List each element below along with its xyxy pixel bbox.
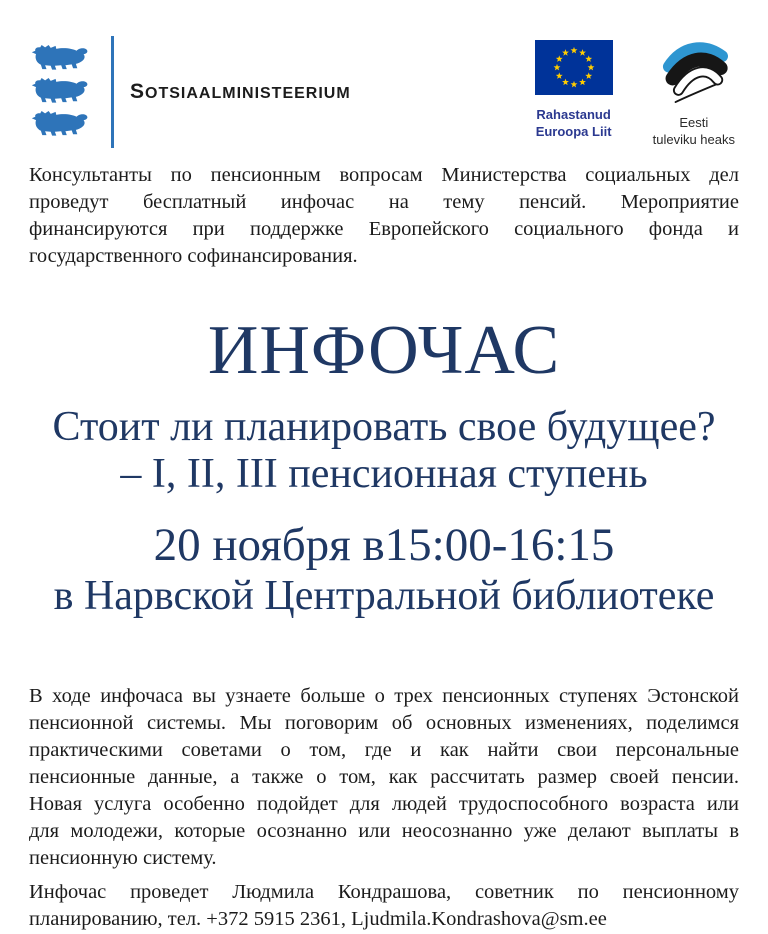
event-subtitle-line1: Стоит ли планировать свое будущее? [52, 404, 716, 450]
heraldic-lion-icon [29, 77, 99, 107]
event-location: в Нарвской Центральной библиотеке [53, 572, 715, 619]
intro-paragraph [29, 162, 739, 270]
eu-flag-icon [535, 40, 613, 95]
estonia-caption-line2: tuleviku heaks [652, 131, 735, 147]
eu-funding-logo [535, 40, 613, 149]
text-line: пенсионные данные, а также о том, как рассчитать размер своей пенсии. [29, 766, 739, 788]
eu-logo-caption [535, 107, 613, 141]
header [29, 36, 739, 150]
estonian-flag-swoosh-icon [656, 40, 732, 108]
estonian-coat-of-arms-icon [29, 44, 99, 140]
text-line: Консультанты по пенсионным вопросам Министерства социальных дел [29, 164, 739, 186]
contact-paragraph [29, 879, 739, 933]
text-line: государственного софинансирования. [29, 245, 358, 267]
text-line: для молодежи, которые осознанно или неосознанно уже делают выплаты в [29, 820, 739, 842]
description-paragraph [29, 683, 739, 872]
text-line: практическими советами о том, где и как найти свои персональные [29, 739, 739, 761]
ministry-wordmark: SOTSIAALMINISTEERIUM [130, 80, 351, 103]
text-line: В ходе инфочаса вы узнаете больше о трех пенсионных ступенях Эстонской [29, 685, 739, 707]
event-datetime: 20 ноября в15:00-16:15 [153, 519, 615, 572]
text-line: Инфочас проведет Людмила Кондрашова, советник по пенсионному [29, 881, 739, 903]
text-line: пенсионной системы. Мы поговорим об основных изменениях, поделимся [29, 712, 739, 734]
text-line: пенсионную систему. [29, 847, 217, 869]
estonia-logo-caption [653, 115, 735, 149]
text-line: Новая услуга особенно подойдет для людей трудоспособного возраста или [29, 793, 739, 815]
ministry-logo [29, 36, 351, 148]
heraldic-lion-icon [29, 110, 99, 140]
estonia-future-logo [653, 40, 735, 149]
funding-logos [535, 40, 735, 149]
logo-divider [111, 36, 114, 148]
contact-phone-email-line: планированию, тел. +372 5915 2361, Ljudmila.Kondrashova@sm.ee [29, 908, 607, 930]
heraldic-lion-icon [29, 44, 99, 74]
text-line: финансируются при поддержке Европейского социального фонда и [29, 218, 739, 240]
eu-caption-line2: Euroopa Liit [535, 123, 612, 139]
event-subtitle-line2: – I, II, III пенсионная ступень [120, 451, 648, 498]
eu-caption-line1: Rahastanud [536, 107, 611, 122]
text-line: проведут бесплатный инфочас на тему пенсий. Мероприятие [29, 191, 739, 213]
event-title: ИНФОЧАС [207, 312, 561, 389]
estonia-caption-line1: Eesti [679, 115, 709, 130]
